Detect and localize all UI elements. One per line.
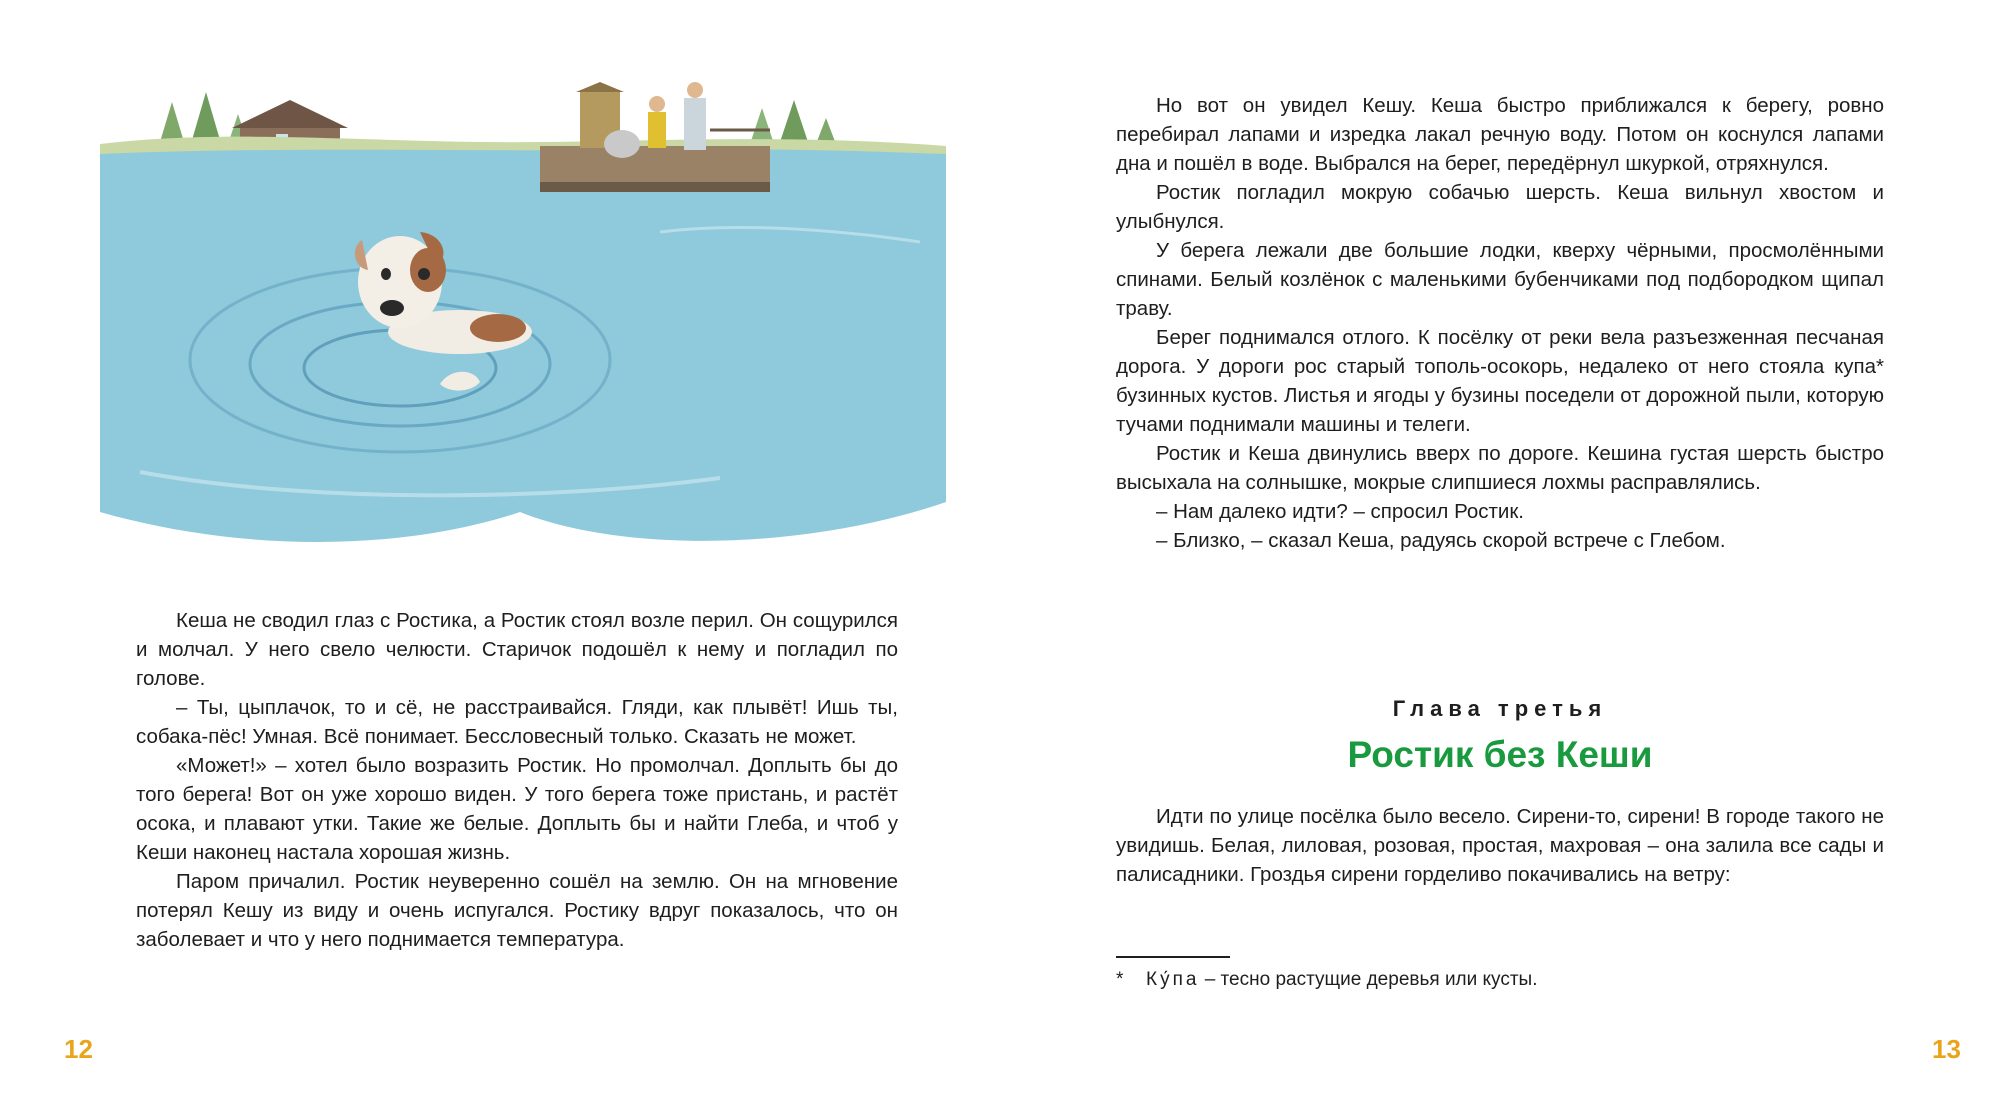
- paragraph: Ростик и Кеша двинулись вверх по дороге. Кешина густая шерсть быстро высыхала на солнышке, мокрые слипшиеся лохмы расправлялись.: [1116, 442, 1884, 494]
- paragraph: Но вот он увидел Кешу. Кеша быстро приближался к берегу, ровно перебирал лапами и изредка лакал речную воду. Потом он коснулся лапами дна и пошёл в воде. Выбрался на берег, передёрнул шкуркой, отряхнулся.: [1116, 94, 1884, 175]
- footnote: [1116, 966, 1538, 994]
- right-page-text: [1116, 91, 1884, 555]
- paragraph: – Близко, – сказал Кеша, радуясь скорой встрече с Глебом.: [1156, 529, 1726, 552]
- paragraph: «Может!» – хотел было возразить Ростик. Но промолчал. Доплыть бы до того берега! Вот он уже хорошо виден. У того берега тоже пристань, и растёт осока, и плавают утки. Такие же белые. Доплыть бы и найти Глеба, и чтоб у Кеши наконец настала хорошая жизнь.: [136, 754, 898, 864]
- paragraph: Идти по улице посёлка было весело. Сирени-то, сирени! В городе такого не увидишь. Белая, лиловая, розовая, простая, махровая – она залила все сады и палисадники. Гроздья сирени горделиво покачивались на ветру:: [1116, 805, 1884, 886]
- page-number: 13: [1932, 1034, 1961, 1064]
- paragraph: Кеша не сводил глаз с Ростика, а Ростик стоял возле перил. Он сощурился и молчал. У него свело челюсти. Старичок подошёл к нему и погладил по голове.: [136, 609, 898, 690]
- ferry-raft: [540, 82, 770, 192]
- footnote-term: Ку́па: [1146, 969, 1200, 990]
- right-page: [1000, 0, 2000, 1109]
- paragraph: Ростик погладил мокрую собачью шерсть. Кеша вильнул хвостом и улыбнулся.: [1116, 181, 1884, 233]
- chapter-label: Глава третья: [1392, 696, 1608, 721]
- paragraph: Берег поднимался отлого. К посёлку от реки вела разъезженная песчаная дорога. У дороги рос старый тополь-осокорь, недалеко от него стояла купа* бузинных кустов. Листья и ягоды у бузины поседели от дорожной пыли, которую тучами поднимали машины и телеги.: [1116, 326, 1884, 436]
- footnote-mark: *: [1116, 969, 1124, 990]
- illustration-dog-swimming: [100, 82, 946, 562]
- footnote-divider: [1116, 956, 1230, 958]
- left-page-text: [136, 606, 898, 954]
- chapter-text: [1116, 802, 1884, 889]
- paragraph: У берега лежали две большие лодки, кверху чёрными, просмолёнными спинами. Белый козлёнок с маленькими бубенчиками под подбородком щипал траву.: [1116, 239, 1884, 320]
- paragraph: – Нам далеко идти? – спросил Ростик.: [1156, 500, 1524, 523]
- page-number: 12: [64, 1034, 93, 1064]
- footnote-text: – тесно растущие деревья или кусты.: [1199, 969, 1538, 990]
- paragraph: Паром причалил. Ростик неуверенно сошёл на землю. Он на мгновение потерял Кешу из виду и очень испугался. Ростику вдруг показалось, что он заболевает и что у него поднимается температура.: [136, 870, 898, 951]
- paragraph: – Ты, цыплачок, то и сё, не расстраивайся. Гляди, как плывёт! Ишь ты, собака-пёс! Умная. Всё понимает. Бессловесный только. Сказать не может.: [136, 696, 898, 748]
- chapter-title: Ростик без Кеши: [1347, 734, 1653, 775]
